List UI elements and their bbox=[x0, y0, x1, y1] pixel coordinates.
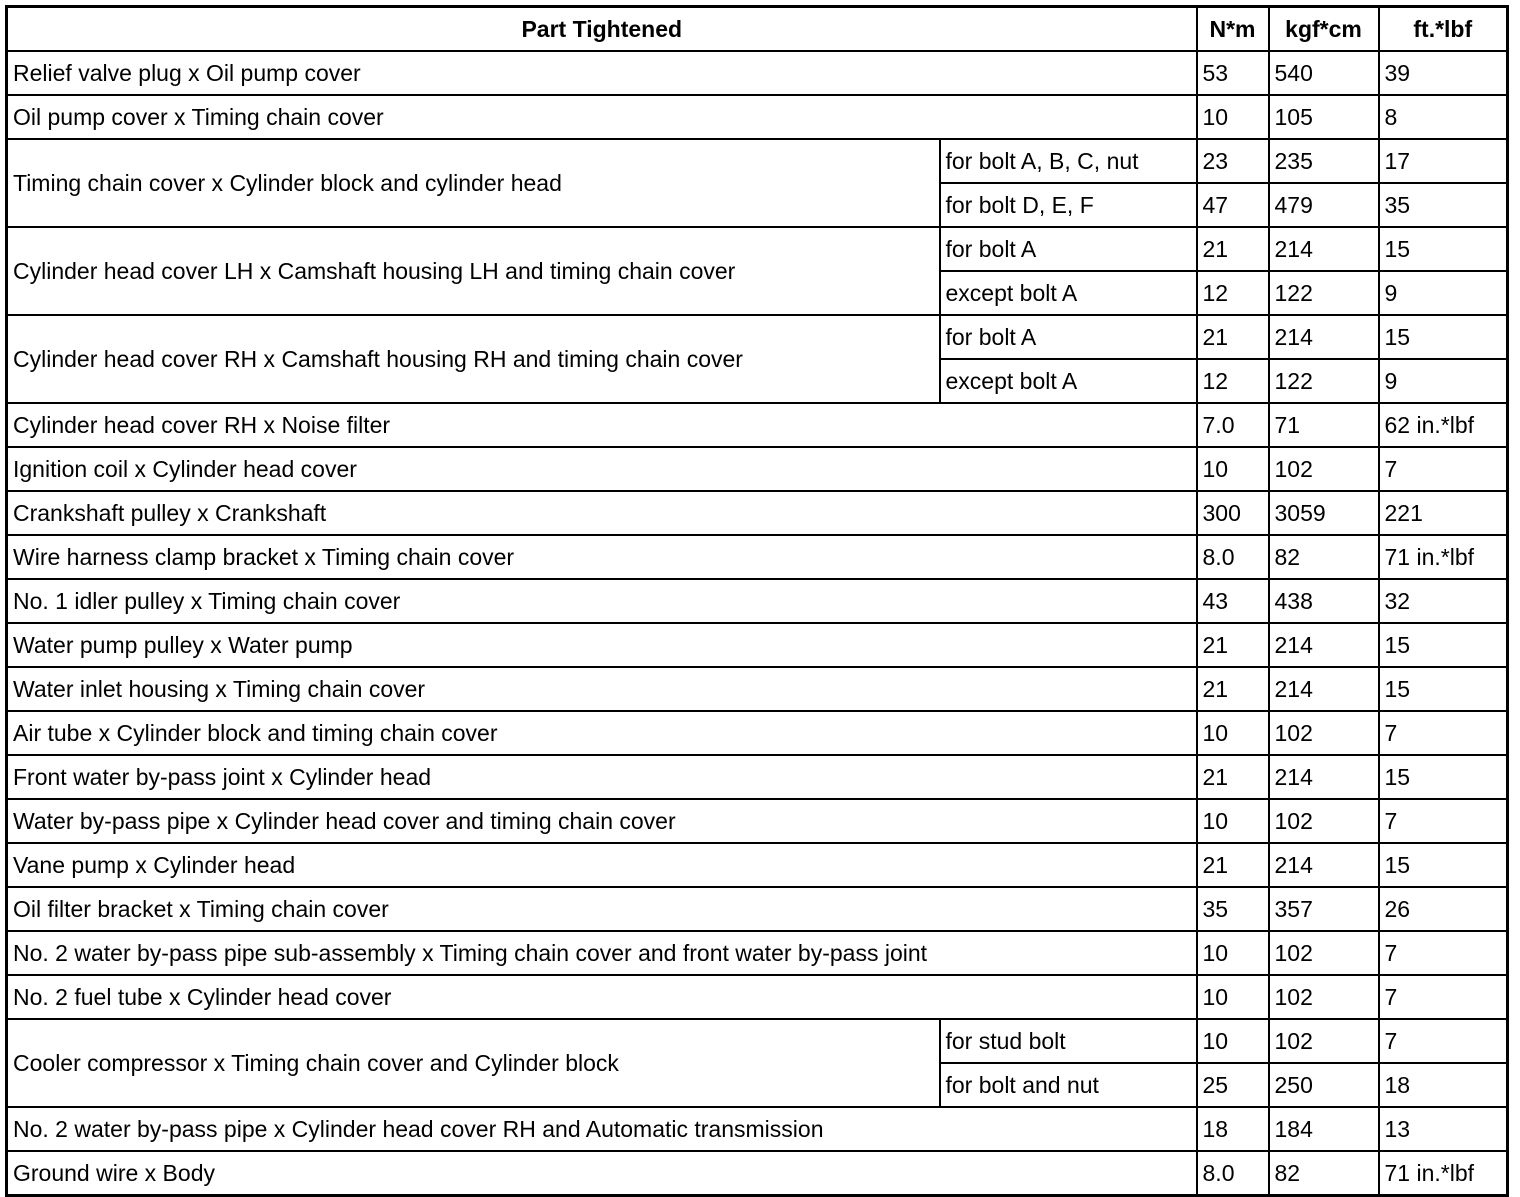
nm-value-cell: 21 bbox=[1197, 755, 1269, 799]
ftlbf-value-cell: 17 bbox=[1379, 139, 1508, 183]
header-part-tightened: Part Tightened bbox=[7, 7, 1197, 52]
ftlbf-value-cell: 7 bbox=[1379, 711, 1508, 755]
nm-value-cell: 21 bbox=[1197, 623, 1269, 667]
nm-value-cell: 12 bbox=[1197, 271, 1269, 315]
nm-value-cell: 10 bbox=[1197, 1019, 1269, 1063]
kgfcm-value-cell: 122 bbox=[1269, 359, 1379, 403]
part-name-cell: Cylinder head cover LH x Camshaft housing LH and timing chain cover bbox=[7, 227, 940, 315]
ftlbf-value-cell: 7 bbox=[1379, 799, 1508, 843]
torque-spec-table bbox=[5, 5, 1509, 1197]
ftlbf-value-cell: 221 bbox=[1379, 491, 1508, 535]
part-name-cell: Front water by-pass joint x Cylinder head bbox=[7, 755, 1197, 799]
table-header-row bbox=[7, 7, 1508, 52]
ftlbf-value-cell: 9 bbox=[1379, 271, 1508, 315]
ftlbf-value-cell: 15 bbox=[1379, 227, 1508, 271]
nm-value-cell: 300 bbox=[1197, 491, 1269, 535]
part-name-cell: Water pump pulley x Water pump bbox=[7, 623, 1197, 667]
ftlbf-value-cell: 8 bbox=[1379, 95, 1508, 139]
kgfcm-value-cell: 235 bbox=[1269, 139, 1379, 183]
ftlbf-value-cell: 7 bbox=[1379, 931, 1508, 975]
condition-cell: for bolt A bbox=[940, 315, 1197, 359]
nm-value-cell: 8.0 bbox=[1197, 535, 1269, 579]
nm-value-cell: 47 bbox=[1197, 183, 1269, 227]
table-row bbox=[7, 579, 1508, 623]
table-row bbox=[7, 1151, 1508, 1196]
ftlbf-value-cell: 15 bbox=[1379, 755, 1508, 799]
part-name-cell: No. 2 water by-pass pipe sub-assembly x Timing chain cover and front water by-pass joint bbox=[7, 931, 1197, 975]
ftlbf-value-cell: 7 bbox=[1379, 975, 1508, 1019]
part-name-cell: Crankshaft pulley x Crankshaft bbox=[7, 491, 1197, 535]
part-name-cell: Oil filter bracket x Timing chain cover bbox=[7, 887, 1197, 931]
nm-value-cell: 8.0 bbox=[1197, 1151, 1269, 1196]
condition-cell: for bolt A, B, C, nut bbox=[940, 139, 1197, 183]
kgfcm-value-cell: 71 bbox=[1269, 403, 1379, 447]
ftlbf-value-cell: 15 bbox=[1379, 623, 1508, 667]
table-row bbox=[7, 227, 1508, 271]
header-ftlbf: ft.*lbf bbox=[1379, 7, 1508, 52]
part-name-cell: Air tube x Cylinder block and timing chain cover bbox=[7, 711, 1197, 755]
table-row bbox=[7, 843, 1508, 887]
nm-value-cell: 10 bbox=[1197, 711, 1269, 755]
kgfcm-value-cell: 540 bbox=[1269, 51, 1379, 95]
table-row bbox=[7, 1107, 1508, 1151]
condition-cell: for stud bolt bbox=[940, 1019, 1197, 1063]
condition-cell: except bolt A bbox=[940, 359, 1197, 403]
nm-value-cell: 10 bbox=[1197, 975, 1269, 1019]
part-name-cell: Timing chain cover x Cylinder block and cylinder head bbox=[7, 139, 940, 227]
nm-value-cell: 18 bbox=[1197, 1107, 1269, 1151]
nm-value-cell: 10 bbox=[1197, 931, 1269, 975]
table-row bbox=[7, 95, 1508, 139]
part-name-cell: No. 2 water by-pass pipe x Cylinder head cover RH and Automatic transmission bbox=[7, 1107, 1197, 1151]
kgfcm-value-cell: 214 bbox=[1269, 227, 1379, 271]
ftlbf-value-cell: 71 in.*lbf bbox=[1379, 1151, 1508, 1196]
kgfcm-value-cell: 102 bbox=[1269, 711, 1379, 755]
kgfcm-value-cell: 479 bbox=[1269, 183, 1379, 227]
condition-cell: for bolt D, E, F bbox=[940, 183, 1197, 227]
header-nm: N*m bbox=[1197, 7, 1269, 52]
kgfcm-value-cell: 357 bbox=[1269, 887, 1379, 931]
header-kgfcm: kgf*cm bbox=[1269, 7, 1379, 52]
kgfcm-value-cell: 438 bbox=[1269, 579, 1379, 623]
kgfcm-value-cell: 105 bbox=[1269, 95, 1379, 139]
nm-value-cell: 10 bbox=[1197, 447, 1269, 491]
part-name-cell: No. 2 fuel tube x Cylinder head cover bbox=[7, 975, 1197, 1019]
ftlbf-value-cell: 15 bbox=[1379, 843, 1508, 887]
kgfcm-value-cell: 214 bbox=[1269, 315, 1379, 359]
nm-value-cell: 21 bbox=[1197, 843, 1269, 887]
ftlbf-value-cell: 62 in.*lbf bbox=[1379, 403, 1508, 447]
nm-value-cell: 25 bbox=[1197, 1063, 1269, 1107]
part-name-cell: Cylinder head cover RH x Camshaft housing RH and timing chain cover bbox=[7, 315, 940, 403]
table-row bbox=[7, 491, 1508, 535]
nm-value-cell: 21 bbox=[1197, 667, 1269, 711]
ftlbf-value-cell: 15 bbox=[1379, 315, 1508, 359]
part-name-cell: Ground wire x Body bbox=[7, 1151, 1197, 1196]
condition-cell: except bolt A bbox=[940, 271, 1197, 315]
table-row bbox=[7, 315, 1508, 359]
part-name-cell: Oil pump cover x Timing chain cover bbox=[7, 95, 1197, 139]
part-name-cell: Vane pump x Cylinder head bbox=[7, 843, 1197, 887]
kgfcm-value-cell: 184 bbox=[1269, 1107, 1379, 1151]
kgfcm-value-cell: 3059 bbox=[1269, 491, 1379, 535]
kgfcm-value-cell: 214 bbox=[1269, 755, 1379, 799]
part-name-cell: Water by-pass pipe x Cylinder head cover and timing chain cover bbox=[7, 799, 1197, 843]
table-row bbox=[7, 975, 1508, 1019]
table-row bbox=[7, 403, 1508, 447]
kgfcm-value-cell: 214 bbox=[1269, 667, 1379, 711]
table-row bbox=[7, 535, 1508, 579]
table-row bbox=[7, 447, 1508, 491]
ftlbf-value-cell: 9 bbox=[1379, 359, 1508, 403]
table-row bbox=[7, 1019, 1508, 1063]
nm-value-cell: 35 bbox=[1197, 887, 1269, 931]
nm-value-cell: 12 bbox=[1197, 359, 1269, 403]
ftlbf-value-cell: 18 bbox=[1379, 1063, 1508, 1107]
ftlbf-value-cell: 7 bbox=[1379, 447, 1508, 491]
table-row bbox=[7, 755, 1508, 799]
part-name-cell: Cooler compressor x Timing chain cover and Cylinder block bbox=[7, 1019, 940, 1107]
table-row bbox=[7, 887, 1508, 931]
ftlbf-value-cell: 7 bbox=[1379, 1019, 1508, 1063]
part-name-cell: Relief valve plug x Oil pump cover bbox=[7, 51, 1197, 95]
part-name-cell: Ignition coil x Cylinder head cover bbox=[7, 447, 1197, 491]
nm-value-cell: 43 bbox=[1197, 579, 1269, 623]
nm-value-cell: 7.0 bbox=[1197, 403, 1269, 447]
ftlbf-value-cell: 35 bbox=[1379, 183, 1508, 227]
table-row bbox=[7, 799, 1508, 843]
part-name-cell: No. 1 idler pulley x Timing chain cover bbox=[7, 579, 1197, 623]
condition-cell: for bolt and nut bbox=[940, 1063, 1197, 1107]
table-row bbox=[7, 931, 1508, 975]
nm-value-cell: 10 bbox=[1197, 799, 1269, 843]
kgfcm-value-cell: 250 bbox=[1269, 1063, 1379, 1107]
ftlbf-value-cell: 13 bbox=[1379, 1107, 1508, 1151]
table-body bbox=[7, 51, 1508, 1196]
kgfcm-value-cell: 82 bbox=[1269, 1151, 1379, 1196]
ftlbf-value-cell: 39 bbox=[1379, 51, 1508, 95]
nm-value-cell: 23 bbox=[1197, 139, 1269, 183]
table-row bbox=[7, 623, 1508, 667]
part-name-cell: Cylinder head cover RH x Noise filter bbox=[7, 403, 1197, 447]
nm-value-cell: 21 bbox=[1197, 227, 1269, 271]
table-row bbox=[7, 139, 1508, 183]
ftlbf-value-cell: 32 bbox=[1379, 579, 1508, 623]
ftlbf-value-cell: 15 bbox=[1379, 667, 1508, 711]
nm-value-cell: 53 bbox=[1197, 51, 1269, 95]
kgfcm-value-cell: 122 bbox=[1269, 271, 1379, 315]
table-row bbox=[7, 51, 1508, 95]
table-row bbox=[7, 667, 1508, 711]
condition-cell: for bolt A bbox=[940, 227, 1197, 271]
table-row bbox=[7, 711, 1508, 755]
kgfcm-value-cell: 102 bbox=[1269, 799, 1379, 843]
kgfcm-value-cell: 102 bbox=[1269, 447, 1379, 491]
kgfcm-value-cell: 214 bbox=[1269, 623, 1379, 667]
nm-value-cell: 10 bbox=[1197, 95, 1269, 139]
kgfcm-value-cell: 102 bbox=[1269, 931, 1379, 975]
nm-value-cell: 21 bbox=[1197, 315, 1269, 359]
part-name-cell: Water inlet housing x Timing chain cover bbox=[7, 667, 1197, 711]
part-name-cell: Wire harness clamp bracket x Timing chain cover bbox=[7, 535, 1197, 579]
kgfcm-value-cell: 102 bbox=[1269, 1019, 1379, 1063]
kgfcm-value-cell: 102 bbox=[1269, 975, 1379, 1019]
ftlbf-value-cell: 26 bbox=[1379, 887, 1508, 931]
ftlbf-value-cell: 71 in.*lbf bbox=[1379, 535, 1508, 579]
kgfcm-value-cell: 214 bbox=[1269, 843, 1379, 887]
kgfcm-value-cell: 82 bbox=[1269, 535, 1379, 579]
